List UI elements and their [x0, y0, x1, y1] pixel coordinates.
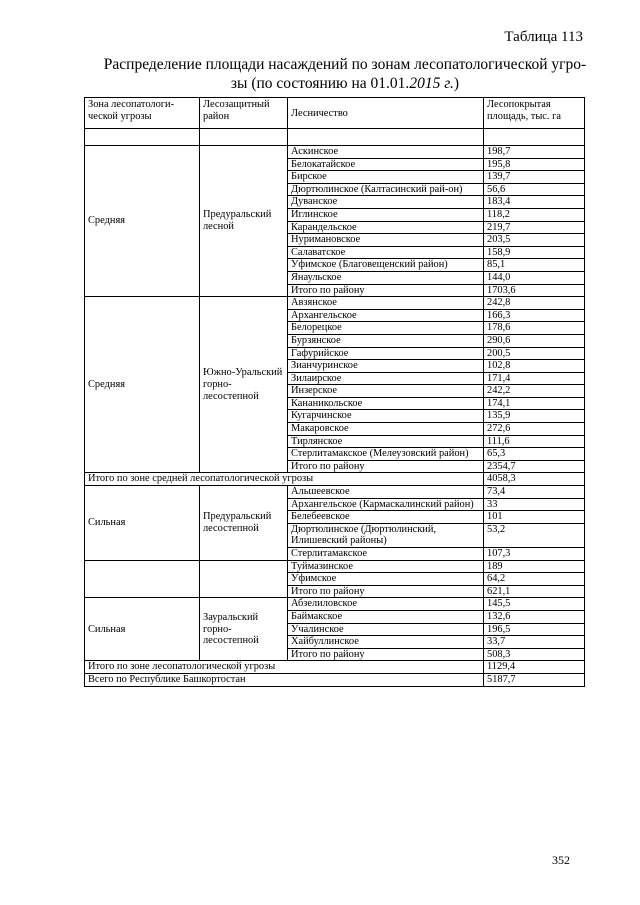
- area-cell: 203,5: [484, 234, 585, 247]
- table-row: [85, 146, 585, 159]
- forestry-cell: Архангельское: [288, 309, 484, 322]
- area-cell: 102,8: [484, 360, 585, 373]
- area-cell: 2354,7: [484, 460, 585, 473]
- forestry-cell: Стерлитамакское (Мелеузовский район): [288, 448, 484, 461]
- zone-cell: Средняя: [85, 297, 200, 473]
- forestry-cell: Дюртюлинское (Дюртюлинский, Илишевский районы): [288, 523, 484, 547]
- total-value: 5187,7: [484, 673, 585, 686]
- zone-cell: [85, 560, 200, 598]
- zone-cell: Сильная: [85, 486, 200, 561]
- table-title: [100, 55, 590, 93]
- area-cell: 219,7: [484, 221, 585, 234]
- forestry-cell: Архангельское (Кармаскалинский район): [288, 498, 484, 511]
- forest-area-table: [84, 97, 585, 687]
- total-label: Всего по Республике Башкортостан: [85, 673, 484, 686]
- zone-cell: Сильная: [85, 598, 200, 661]
- area-cell: 242,8: [484, 297, 585, 310]
- table-row: [85, 598, 585, 611]
- region-cell: Предуральский лесостепной: [200, 486, 288, 561]
- area-cell: 33,7: [484, 636, 585, 649]
- area-cell: 508,3: [484, 648, 585, 661]
- area-cell: 290,6: [484, 334, 585, 347]
- forestry-cell: Макаровское: [288, 423, 484, 436]
- area-cell: 189: [484, 560, 585, 573]
- total-row: [85, 661, 585, 674]
- forestry-cell: Альшеевское: [288, 486, 484, 499]
- area-cell: 101: [484, 511, 585, 524]
- area-cell: 53,2: [484, 523, 585, 547]
- total-value: 4058,3: [484, 473, 585, 486]
- area-cell: 195,8: [484, 158, 585, 171]
- title-close: ): [453, 75, 460, 92]
- forestry-cell: Итого по району: [288, 460, 484, 473]
- area-cell: 171,4: [484, 372, 585, 385]
- total-value: 1129,4: [484, 661, 585, 674]
- area-cell: 107,3: [484, 548, 585, 561]
- area-cell: 166,3: [484, 309, 585, 322]
- area-cell: 56,6: [484, 183, 585, 196]
- total-row: [85, 473, 585, 486]
- area-cell: 272,6: [484, 423, 585, 436]
- forestry-cell: Авзянское: [288, 297, 484, 310]
- forestry-cell: Уфимское: [288, 573, 484, 586]
- area-cell: 135,9: [484, 410, 585, 423]
- region-cell: Южно-Уральский горно-лесостепной: [200, 297, 288, 473]
- area-cell: 111,6: [484, 435, 585, 448]
- header-zone: Зона лесопатологи-ческой угрозы: [85, 98, 200, 129]
- area-cell: 242,2: [484, 385, 585, 398]
- forestry-cell: Карандельское: [288, 221, 484, 234]
- forestry-cell: Аскинское: [288, 146, 484, 159]
- blank-row: [85, 129, 585, 146]
- forestry-cell: Дюртюлинское (Калтасинский рай-он): [288, 183, 484, 196]
- forestry-cell: Янаульское: [288, 271, 484, 284]
- area-cell: 73,4: [484, 486, 585, 499]
- area-cell: 132,6: [484, 610, 585, 623]
- area-cell: 196,5: [484, 623, 585, 636]
- forestry-cell: Нуримановское: [288, 234, 484, 247]
- forestry-cell: Дуванское: [288, 196, 484, 209]
- forestry-cell: Итого по району: [288, 585, 484, 598]
- title-text: Распределение площади насаждений по зонам лесопатологической угро-зы (по состоянию на 01.01.: [103, 56, 587, 92]
- forestry-cell: Кананикольское: [288, 397, 484, 410]
- forestry-cell: Зилаирское: [288, 372, 484, 385]
- forestry-cell: Тирлянское: [288, 435, 484, 448]
- forestry-cell: Белорецкое: [288, 322, 484, 335]
- forestry-cell: Инзерское: [288, 385, 484, 398]
- forestry-cell: Стерлитамакское: [288, 548, 484, 561]
- forestry-cell: Абзелиловское: [288, 598, 484, 611]
- region-cell: [200, 560, 288, 598]
- forestry-cell: Бирское: [288, 171, 484, 184]
- area-cell: 64,2: [484, 573, 585, 586]
- table-number: Таблица 113: [504, 29, 583, 45]
- header-region: Лесозащитный район: [200, 98, 288, 129]
- region-cell: Предуральский лесной: [200, 146, 288, 297]
- forestry-cell: Итого по району: [288, 284, 484, 297]
- forestry-cell: Уфимское (Благовещенский район): [288, 259, 484, 272]
- area-cell: 198,7: [484, 146, 585, 159]
- zone-cell: Средняя: [85, 146, 200, 297]
- area-cell: 183,4: [484, 196, 585, 209]
- forestry-cell: Белебеевское: [288, 511, 484, 524]
- forestry-cell: Кугарчинское: [288, 410, 484, 423]
- area-cell: 1703,6: [484, 284, 585, 297]
- forestry-cell: Белокатайское: [288, 158, 484, 171]
- total-label: Итого по зоне средней лесопатологической угрозы: [85, 473, 484, 486]
- area-cell: 85,1: [484, 259, 585, 272]
- header-forestry: Лесничество: [288, 98, 484, 129]
- table-row: [85, 560, 585, 573]
- total-row: [85, 673, 585, 686]
- forestry-cell: Салаватское: [288, 246, 484, 259]
- forestry-cell: Учалинское: [288, 623, 484, 636]
- area-cell: 200,5: [484, 347, 585, 360]
- area-cell: 118,2: [484, 208, 585, 221]
- area-cell: 139,7: [484, 171, 585, 184]
- forestry-cell: Туймазинское: [288, 560, 484, 573]
- forestry-cell: Гафурийское: [288, 347, 484, 360]
- header-area: Лесопокрытая площадь, тыс. га: [484, 98, 585, 129]
- area-cell: 621,1: [484, 585, 585, 598]
- area-cell: 65,3: [484, 448, 585, 461]
- area-cell: 145,5: [484, 598, 585, 611]
- region-cell: Зауральский горно-лесостепной: [200, 598, 288, 661]
- area-cell: 174,1: [484, 397, 585, 410]
- table-row: [85, 486, 585, 499]
- total-label: Итого по зоне лесопатологической угрозы: [85, 661, 484, 674]
- forestry-cell: Зианчуринское: [288, 360, 484, 373]
- forestry-cell: Хайбуллинское: [288, 636, 484, 649]
- area-cell: 158,9: [484, 246, 585, 259]
- page-number: 352: [552, 853, 570, 867]
- title-year: 2015 г.: [409, 75, 454, 92]
- area-cell: 33: [484, 498, 585, 511]
- header-row: [85, 98, 585, 129]
- area-cell: 178,6: [484, 322, 585, 335]
- forestry-cell: Итого по району: [288, 648, 484, 661]
- forestry-cell: Бурзянское: [288, 334, 484, 347]
- forestry-cell: Баймакское: [288, 610, 484, 623]
- forestry-cell: Иглинское: [288, 208, 484, 221]
- table-row: [85, 297, 585, 310]
- area-cell: 144,0: [484, 271, 585, 284]
